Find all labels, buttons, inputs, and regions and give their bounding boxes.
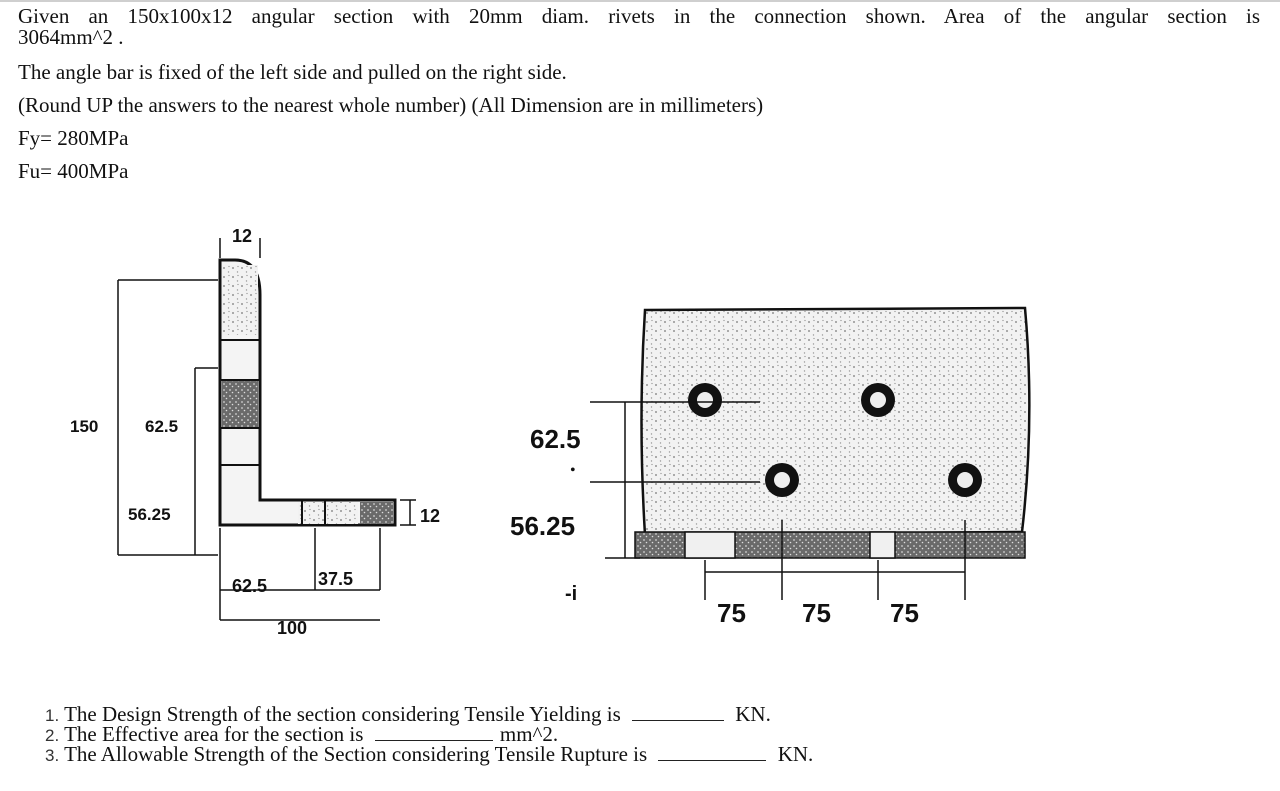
question-1-number: 1. <box>45 706 60 725</box>
connection-figure <box>60 220 1050 660</box>
angle-hatch-leg-end <box>360 502 393 524</box>
label-pitch-1: 75 <box>717 598 746 628</box>
problem-intro-line2: 3064mm^2 . <box>18 25 124 49</box>
label-leg-gauge-1: 62.5 <box>232 576 268 596</box>
plate-outline <box>642 308 1030 535</box>
label-section-thickness-top: 12 <box>232 226 253 246</box>
ultimate-stress: Fu= 400MPa <box>18 159 129 183</box>
plate-drawing <box>510 308 1029 628</box>
label-section-gauge-upper: 62.5 <box>145 417 179 436</box>
question-3-number: 3. <box>45 746 60 765</box>
angle-hatch-leg <box>298 502 358 524</box>
question-2-number: 2. <box>45 726 60 745</box>
label-section-gauge-lower: 56.25 <box>128 505 171 524</box>
problem-intro-line1: Given an 150x100x12 angular section with 20mm diam. rivets in the connection shown. Area of the angular section is <box>18 4 1260 28</box>
question-3-text: The Allowable Strength of the Section considering Tensile Rupture is <box>64 742 648 766</box>
question-1-text: The Design Strength of the section considering Tensile Yielding is <box>64 702 621 726</box>
svg-text:-i: -i <box>565 583 578 605</box>
label-leg-width: 100 <box>277 618 308 638</box>
question-1-unit: KN. <box>735 702 771 726</box>
label-leg-gauge-2: 37.5 <box>318 569 354 589</box>
label-plate-gauge-lower: 56.25 <box>510 511 576 541</box>
rivet-1 <box>688 383 722 417</box>
label-pitch-2: 75 <box>802 598 831 628</box>
angle-section-drawing <box>70 226 440 638</box>
angle-hatch-rivet <box>222 380 258 428</box>
rivet-2 <box>765 463 799 497</box>
problem-fixed-line: The angle bar is fixed of the left side and pulled on the right side. <box>18 60 567 84</box>
label-plate-gauge-upper: 62.5 <box>530 424 581 454</box>
label-pitch-3: 75 <box>890 598 919 628</box>
question-2-unit: mm^2. <box>499 722 559 746</box>
label-section-thickness-leg: 12 <box>420 506 441 526</box>
svg-text:•: • <box>570 462 576 479</box>
top-border <box>0 0 1280 2</box>
question-3-answer-blank[interactable] <box>658 744 766 761</box>
rivet-3 <box>861 383 895 417</box>
yield-stress: Fy= 280MPa <box>18 126 129 150</box>
angle-hatch-top <box>222 265 258 335</box>
question-3 <box>45 744 813 766</box>
question-2-text: The Effective area for the section is <box>64 722 364 746</box>
question-1-answer-blank[interactable] <box>632 704 724 721</box>
label-section-height: 150 <box>70 417 99 436</box>
question-3-unit: KN. <box>777 742 814 766</box>
problem-round-line: (Round UP the answers to the nearest whole number) (All Dimension are in millimeters) <box>18 93 764 117</box>
question-2-answer-blank[interactable] <box>375 724 493 741</box>
rivet-4 <box>948 463 982 497</box>
